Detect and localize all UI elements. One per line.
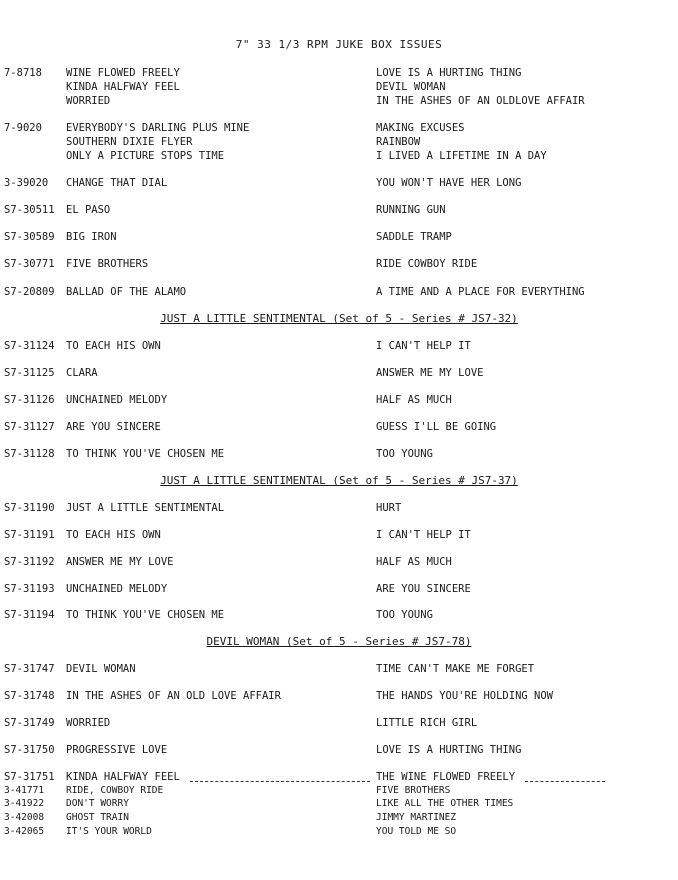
side-b-title: SADDLE TRAMP — [376, 231, 452, 243]
side-a-title: BALLAD OF THE ALAMO — [66, 286, 187, 298]
side-b-title: I CAN'T HELP IT — [376, 340, 471, 352]
side-b-title: A TIME AND A PLACE FOR EVERYTHING — [376, 286, 585, 298]
side-a-title: TO THINK YOU'VE CHOSEN ME — [66, 609, 225, 621]
side-a-titles — [66, 66, 180, 108]
side-b-title: RIDE COWBOY RIDE — [376, 258, 478, 270]
side-a-title: ONLY A PICTURE STOPS TIME — [66, 150, 225, 162]
side-a-title: UNCHAINED MELODY — [66, 583, 168, 595]
side-b-title: LOVE IS A HURTING THING — [376, 744, 522, 756]
set-heading: DEVIL WOMAN (Set of 5 - Series # JS7-78) — [206, 635, 472, 648]
side-b-title: TOO YOUNG — [376, 609, 433, 621]
side-a-title: IN THE ASHES OF AN OLD LOVE AFFAIR — [66, 690, 281, 702]
side-a-title: TO EACH HIS OWN — [66, 340, 161, 352]
catalog-number: S7-31191 — [4, 529, 55, 541]
side-b-title: I CAN'T HELP IT — [376, 529, 471, 541]
side-b-title: THE HANDS YOU'RE HOLDING NOW — [376, 690, 554, 702]
dashed-rule — [190, 781, 370, 782]
catalog-number: S7-31193 — [4, 583, 55, 595]
side-a-title: WINE FLOWED FREELY — [66, 67, 180, 79]
catalog-number: S7-31192 — [4, 556, 55, 568]
side-b-title: YOU WON'T HAVE HER LONG — [376, 177, 522, 189]
catalog-number: 7-8718 — [4, 67, 42, 79]
side-b-titles — [376, 66, 585, 108]
catalog-number: 7-9020 — [4, 122, 42, 134]
side-a-title: WORRIED — [66, 717, 111, 729]
side-b-title: GUESS I'LL BE GOING — [376, 421, 497, 433]
catalog-number: 3-39020 — [4, 177, 49, 189]
side-b-title: I LIVED A LIFETIME IN A DAY — [376, 150, 547, 162]
side-b-title: ARE YOU SINCERE — [376, 583, 471, 595]
side-b-title: RUNNING GUN — [376, 204, 446, 216]
side-a-titles — [66, 121, 249, 163]
catalog-number: S7-31128 — [4, 448, 55, 460]
side-a-title: CHANGE THAT DIAL — [66, 177, 168, 189]
side-b-title: ANSWER ME MY LOVE — [376, 367, 484, 379]
side-b-title: YOU TOLD ME SO — [376, 826, 457, 837]
set-heading: JUST A LITTLE SENTIMENTAL (Set of 5 - Series # JS7-32) — [160, 312, 518, 325]
side-a-title: EL PASO — [66, 204, 111, 216]
side-a-title: EVERYBODY'S DARLING PLUS MINE — [66, 122, 250, 134]
side-a-title: ARE YOU SINCERE — [66, 421, 161, 433]
side-b-title: RAINBOW — [376, 136, 421, 148]
catalog-number: 3-41922 — [4, 798, 45, 809]
side-b-title: MAKING EXCUSES — [376, 122, 465, 134]
side-b-title: HALF AS MUCH — [376, 556, 452, 568]
catalog-number: S7-31127 — [4, 421, 55, 433]
side-a-title: BIG IRON — [66, 231, 117, 243]
side-a-title: TO EACH HIS OWN — [66, 529, 161, 541]
side-b-title: HURT — [376, 502, 402, 514]
side-b-title: LIKE ALL THE OTHER TIMES — [376, 798, 514, 809]
side-a-title: FIVE BROTHERS — [66, 258, 149, 270]
side-a-title: KINDA HALFWAY FEEL — [66, 81, 180, 93]
side-a-title: UNCHAINED MELODY — [66, 394, 168, 406]
catalog-number: S7-31126 — [4, 394, 55, 406]
catalog-number: S7-31190 — [4, 502, 55, 514]
side-a-title: WORRIED — [66, 95, 111, 107]
side-a-title: CLARA — [66, 367, 98, 379]
side-b-title: TIME CAN'T MAKE ME FORGET — [376, 663, 535, 675]
catalog-number: 3-42008 — [4, 812, 45, 823]
side-a-title: TO THINK YOU'VE CHOSEN ME — [66, 448, 225, 460]
catalog-number: S7-31124 — [4, 340, 55, 352]
catalog-number: S7-31749 — [4, 717, 55, 729]
side-b-titles — [376, 121, 547, 163]
side-a-title: JUST A LITTLE SENTIMENTAL — [66, 502, 225, 514]
catalog-number: S7-30511 — [4, 204, 55, 216]
catalog-number: S7-30771 — [4, 258, 55, 270]
set-heading: JUST A LITTLE SENTIMENTAL (Set of 5 - Series # JS7-37) — [160, 474, 518, 487]
dashed-rule — [525, 781, 605, 782]
side-a-title: PROGRESSIVE LOVE — [66, 744, 168, 756]
side-b-title: TOO YOUNG — [376, 448, 433, 460]
side-b-title: DEVIL WOMAN — [376, 81, 446, 93]
catalog-number: S7-31194 — [4, 609, 55, 621]
side-b-title: LITTLE RICH GIRL — [376, 717, 478, 729]
side-b-title: IN THE ASHES OF AN OLDLOVE AFFAIR — [376, 95, 585, 107]
catalog-number: S7-31125 — [4, 367, 55, 379]
side-b-title: JIMMY MARTINEZ — [376, 812, 457, 823]
side-b-title: LOVE IS A HURTING THING — [376, 67, 522, 79]
catalog-number: S7-31747 — [4, 663, 55, 675]
catalog-number: S7-30589 — [4, 231, 55, 243]
side-b-title: THE WINE FLOWED FREELY — [376, 771, 516, 783]
side-a-title: KINDA HALFWAY FEEL — [66, 771, 180, 783]
catalog-number: S7-31748 — [4, 690, 55, 702]
side-b-title: FIVE BROTHERS — [376, 785, 451, 796]
side-a-title: DON'T WORRY — [66, 798, 129, 809]
side-a-title: ANSWER ME MY LOVE — [66, 556, 174, 568]
side-a-title: GHOST TRAIN — [66, 812, 129, 823]
side-a-title: RIDE, COWBOY RIDE — [66, 785, 164, 796]
side-b-title: HALF AS MUCH — [376, 394, 452, 406]
catalog-number: 3-41771 — [4, 785, 45, 796]
side-a-title: DEVIL WOMAN — [66, 663, 136, 675]
page-title: 7" 33 1/3 RPM JUKE BOX ISSUES — [235, 38, 443, 51]
catalog-number: S7-20809 — [4, 286, 55, 298]
catalog-number: 3-42065 — [4, 826, 45, 837]
side-a-title: SOUTHERN DIXIE FLYER — [66, 136, 193, 148]
catalog-number: S7-31750 — [4, 744, 55, 756]
side-a-title: IT'S YOUR WORLD — [66, 826, 152, 837]
catalog-number: S7-31751 — [4, 771, 55, 783]
